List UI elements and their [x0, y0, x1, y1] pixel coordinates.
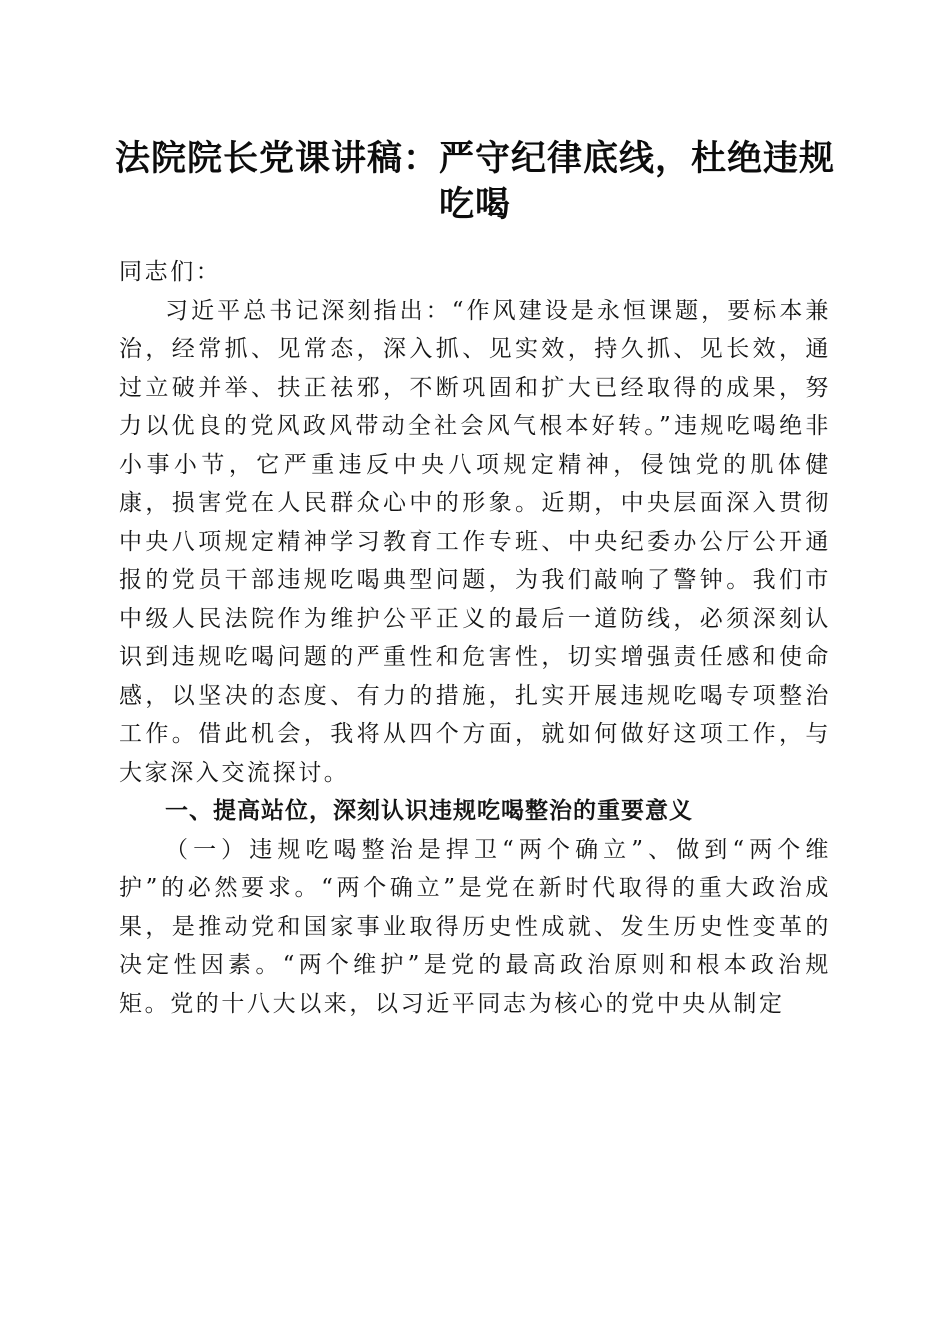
intro-paragraph: 习近平总书记深刻指出：“作风建设是永恒课题，要标本兼治，经常抓、见常态，深入抓、见实效，持久抓、见长效，通过立破并举、扶正祛邪，不断巩固和扩大已经取得的成果，努力以优良的党风政风带动全社会风气根本好转。”违规吃喝绝非小事小节，它严重违反中央八项规定精神，侵蚀党的肌体健康，损害党在人民群众心中的形象。近期，中央层面深入贯彻中央八项规定精神学习教育工作专班、中央纪委办公厅公开通报的党员干部违规吃喝典型问题，为我们敲响了警钟。我们市中级人民法院作为维护公平正义的最后一道防线，必须深刻认识到违规吃喝问题的严重性和危害性，切实增强责任感和使命感，以坚决的态度、有力的措施，扎实开展违规吃喝专项整治工作。借此机会，我将从四个方面，就如何做好这项工作，与大家深入交流探讨。 — [119, 297, 831, 786]
section-heading: 一、提高站位，深刻认识违规吃喝整治的重要意义 — [165, 798, 693, 824]
document-title: 法院院长党课讲稿：严守纪律底线，杜绝违规吃喝 — [114, 138, 835, 225]
salutation: 同志们： — [119, 259, 222, 285]
subsection-paragraph: （一）违规吃喝整治是捍卫“两个确立”、做到“两个维护”的必然要求。“两个确立”是党在新时代取得的重大政治成果，是推动党和国家事业取得历史性成就、发生历史性变革的决定性因素。“两个维护”是党的最高政治原则和根本政治规矩。党的十八大以来，以习近平同志为核心的党中央从制定 — [119, 836, 831, 1017]
document-body — [119, 253, 831, 1023]
